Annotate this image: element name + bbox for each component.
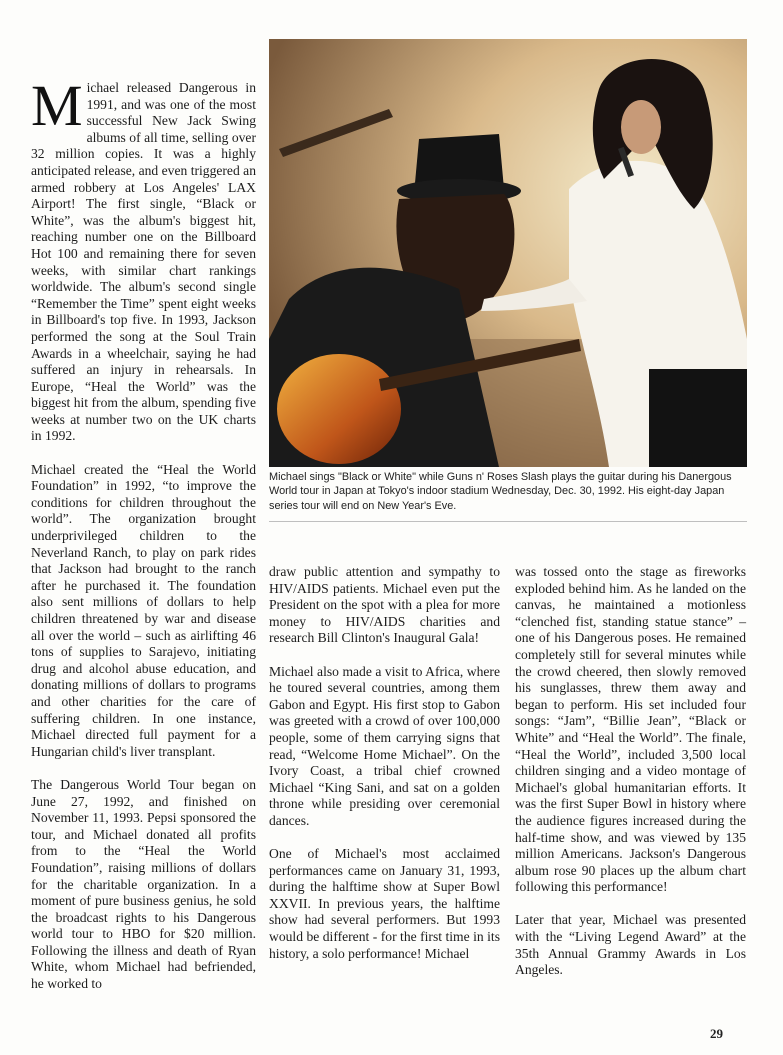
paragraph-grammy: Later that year, Michael was presented with the “Living Legend Award” at the 35th Annual Grammy Awards in Los Angeles.: [515, 912, 746, 978]
paragraph-hiv: draw public attention and sympathy to HIV/AIDS patients. Michael even put the President on the spot with a plea for more money to HIV/AIDS charities and research Bill Clinton's Inaugural Gala!: [269, 564, 500, 646]
paragraph-intro: [31, 73, 256, 445]
concert-photo-illustration: [269, 39, 747, 467]
paragraph-superbowl: One of Michael's most acclaimed performances came on January 31, 1993, during the halftime show at Super Bowl XXVII. In previous years, the halftime show had several performers. But 1993 would be different - for the first time in its history, a solo performance! Michael: [269, 846, 500, 961]
dropcap: M: [31, 73, 83, 138]
left-column: [31, 73, 256, 993]
middle-column: [269, 564, 500, 962]
paragraph-foundation: Michael created the “Heal the World Foundation” in 1992, “to improve the conditions for children throughout the world”. The organization brought underprivileged children to the Neverland Ranch, to play on park rides that Jackson had brought to the ranch after he purchased it. The foundation also sent millions of dollars to help children threatened by war and disease all over the world – such as airlifting 46 tons of supplies to Sarajevo, initiating drug and alcohol abuse education, and donating millions of dollars to programs and other charities for the care of suffering children. In one instance, Michael directed full payment for a Hungarian child's liver transplant.: [31, 461, 256, 759]
right-column: [515, 564, 746, 979]
photo-caption: Michael sings "Black or White" while Guns n' Roses Slash plays the guitar during his Danergous World tour in Japan at Tokyo's indoor stadium Wednesday, Dec. 30, 1992. His eight-day Japan series tour will end on New Year's Eve.: [269, 471, 732, 512]
paragraph-halftime: was tossed onto the stage as fireworks exploded behind him. As he landed on the canvas, he maintained a motionless “clenched fist, standing statue stance” – one of his Dangerous poses. He remained completely still for several minutes while the crowd cheered, then slowly removed his sunglasses, threw them away and began to perform. His set included four songs: “Jam”, “Billie Jean”, “Black or White” and “Heal the World”. The finale, “Heal the World”, included 3,500 local children singing and a video montage of Michael's global humanitarian efforts. It was the first Super Bowl in history where the audience figures increased during the half-time show, and was viewed by 135 million Americans. Jackson's Dangerous album rose 90 places up the album chart following this performance!: [515, 564, 746, 895]
page-number: 29: [710, 1026, 723, 1041]
paragraph-text: ichael released Dangerous in 1991, and was one of the most successful New Jack Swing albums of all time, selling over 32 million copies. It was a highly anticipated release, and even triggered an armed robbery at Los Angeles' LAX Airport! The first single, “Black or White”, was the album's biggest hit, reaching number one on the Billboard Hot 100 and remaining there for seven weeks, with similar chart rankings worldwide. The album's second single “Remember the Time” spent eight weeks in Billboard's top five. In 1993, Jackson performed the song at the Soul Train Awards in a wheelchair, saying he had suffered an injury in rehearsals. In Europe, “Heal the World” was the biggest hit from the album, spending five weeks at number two on the UK charts in 1992.: [31, 80, 256, 444]
paragraph-tour: The Dangerous World Tour began on June 27, 1992, and finished on November 11, 1993. Pepsi sponsored the tour, and Michael donated all profits from to the “Heal the World Foundation”, raising millions of dollars for the charitable organization. In a moment of pure business genius, he sold the broadcast rights to his Dangerous world tour to HBO for $20 million. Following the illness and death of Ryan White, whom Michael had befriended, he worked to: [31, 776, 256, 992]
concert-photo: [269, 39, 747, 467]
caption-divider: [269, 521, 747, 522]
paragraph-africa: Michael also made a visit to Africa, where he toured several countries, among them Gabon and Egypt. His first stop to Gabon was greeted with a crowd of over 100,000 people, some of them carrying signs that read, “Welcome Home Michael”. On the Ivory Coast, a tribal chief crowned Michael “King Sani, and sat on a golden throne while presiding over ceremonial dances.: [269, 663, 500, 828]
